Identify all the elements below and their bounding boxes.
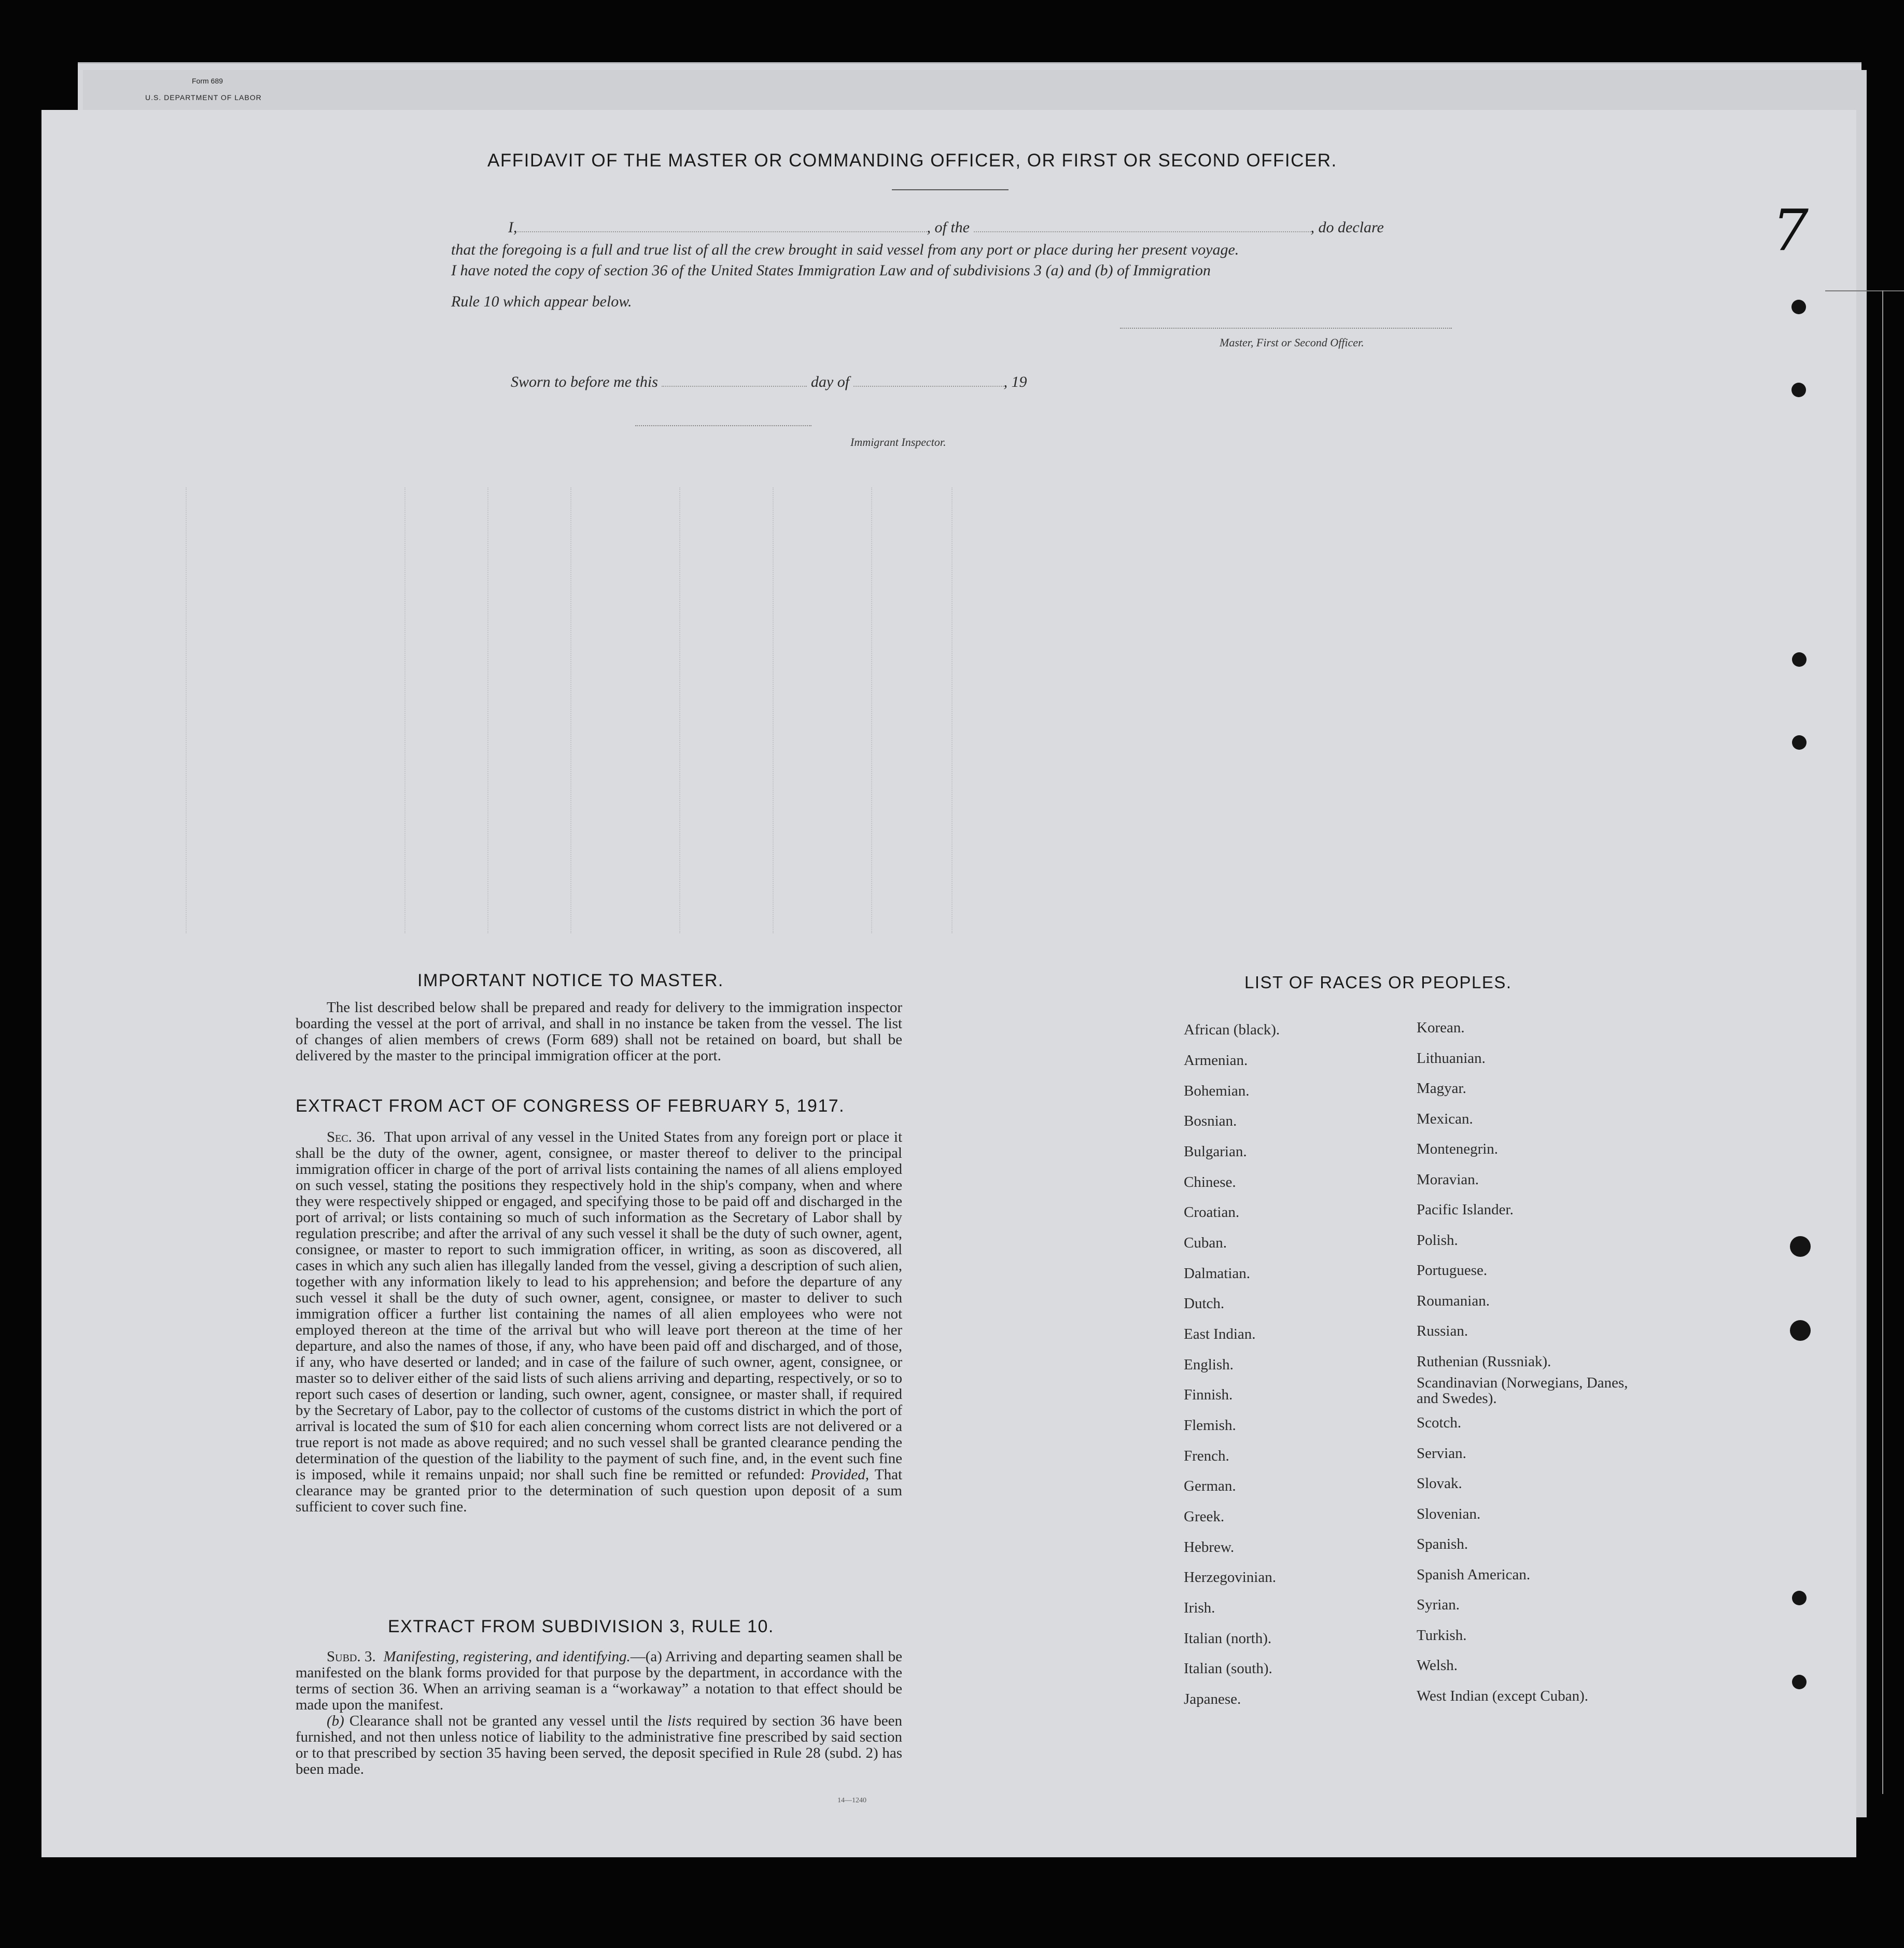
sworn-month-blank[interactable] bbox=[853, 372, 1004, 387]
race-item: Greek. bbox=[1184, 1508, 1225, 1525]
race-item: Spanish. bbox=[1417, 1536, 1468, 1552]
race-item: Polish. bbox=[1417, 1232, 1458, 1249]
race-item: Servian. bbox=[1417, 1445, 1466, 1462]
race-item: East Indian. bbox=[1184, 1326, 1256, 1342]
act-title: EXTRACT FROM ACT OF CONGRESS OF FEBRUARY 5, 1917. bbox=[296, 1096, 845, 1116]
vessel-blank[interactable] bbox=[974, 218, 1311, 232]
affidavit-title: AFFIDAVIT OF THE MASTER OR COMMANDING OFFICER, OR FIRST OR SECOND OFFICER. bbox=[487, 150, 1337, 171]
race-item: Chinese. bbox=[1184, 1174, 1236, 1190]
column-rule bbox=[186, 487, 187, 933]
race-item: French. bbox=[1184, 1448, 1229, 1464]
binder-hole bbox=[1792, 735, 1807, 750]
race-item: Russian. bbox=[1417, 1323, 1468, 1339]
inspector-signature-line[interactable] bbox=[635, 424, 811, 426]
race-item: Scotch. bbox=[1417, 1414, 1462, 1431]
race-item: Finnish. bbox=[1184, 1386, 1233, 1403]
race-item: Slovenian. bbox=[1417, 1506, 1481, 1522]
declaration-line-4: Rule 10 which appear below. bbox=[451, 293, 632, 310]
race-item: Pacific Islander. bbox=[1417, 1201, 1514, 1218]
notice-title: IMPORTANT NOTICE TO MASTER. bbox=[417, 971, 724, 990]
race-item: Croatian. bbox=[1184, 1204, 1240, 1221]
race-item: Flemish. bbox=[1184, 1417, 1236, 1434]
race-item: Bohemian. bbox=[1184, 1083, 1250, 1099]
race-item: Magyar. bbox=[1417, 1080, 1466, 1097]
column-rule bbox=[570, 487, 571, 933]
department-label: U.S. DEPARTMENT OF LABOR bbox=[145, 93, 262, 102]
column-rule bbox=[871, 487, 872, 933]
inspector-signature-label: Immigrant Inspector. bbox=[850, 436, 946, 449]
rule-text: Subd. 3. Manifesting, registering, and identifying.—(a) Arriving and departing seamen shall be manifested on the blank forms provided for that purpose by the department, in accordance with the terms of section 36. When an arriving seaman is a “workaway” a notation to that effect should be made upon the manifest. (b) Clearance shall not be granted any vessel until the lists required by section 36 have been furnished, and not then unless notice of liability to the administrative fine prescribed by said section or to that prescribed by section 35 having been served, the deposit specified in Rule 28 (subd. 2) has been made. bbox=[296, 1648, 903, 1777]
declaration-line-3: I have noted the copy of section 36 of the United States Immigration Law and of subdivisions 3 (a) and (b) of Immigration bbox=[451, 262, 1211, 279]
race-item: Montenegrin. bbox=[1417, 1141, 1499, 1157]
master-signature-line[interactable] bbox=[1120, 327, 1452, 329]
race-item: Mexican. bbox=[1417, 1111, 1473, 1127]
race-item: Syrian. bbox=[1417, 1596, 1460, 1613]
print-code: 14—1240 bbox=[837, 1797, 866, 1804]
column-rule bbox=[951, 487, 953, 933]
race-item: Spanish American. bbox=[1417, 1566, 1531, 1583]
race-item: Lithuanian. bbox=[1417, 1050, 1486, 1067]
handwritten-mark: 7 bbox=[1772, 197, 1809, 263]
declaration-line-1: I, , of the , do declare bbox=[508, 219, 1384, 236]
column-rule bbox=[679, 487, 680, 933]
race-item: English. bbox=[1184, 1356, 1234, 1373]
race-item: Armenian. bbox=[1184, 1052, 1248, 1069]
race-item: Dutch. bbox=[1184, 1295, 1225, 1312]
race-item: Italian (south). bbox=[1184, 1660, 1272, 1677]
master-signature-label: Master, First or Second Officer. bbox=[1220, 336, 1364, 349]
races-title: LIST OF RACES OR PEOPLES. bbox=[1244, 973, 1512, 992]
form-number: Form 689 bbox=[192, 77, 223, 85]
binder-hole bbox=[1790, 1236, 1811, 1257]
race-item: Welsh. bbox=[1417, 1657, 1458, 1674]
race-item: Bosnian. bbox=[1184, 1113, 1237, 1129]
race-item: Roumanian. bbox=[1417, 1293, 1490, 1309]
page-edge-line bbox=[1825, 290, 1904, 291]
race-item: Bulgarian. bbox=[1184, 1143, 1247, 1160]
notice-text: The list described below shall be prepared and ready for delivery to the immigration inspector boarding the vessel at the port of arrival, and shall in no instance be taken from the vessel. The list of changes of alien members of crews (Form 689) shall not be retained on board, but shall be delivered by the master to the principal immigration officer at the port. bbox=[296, 999, 902, 1064]
column-rule bbox=[773, 487, 774, 933]
column-rule bbox=[404, 487, 405, 933]
name-blank[interactable] bbox=[517, 218, 927, 232]
race-item: Irish. bbox=[1184, 1600, 1215, 1616]
race-item: Hebrew. bbox=[1184, 1539, 1235, 1555]
binder-hole bbox=[1792, 652, 1807, 667]
race-item: Herzegovinian. bbox=[1184, 1569, 1276, 1586]
race-item: Japanese. bbox=[1184, 1691, 1241, 1707]
rule-title: EXTRACT FROM SUBDIVISION 3, RULE 10. bbox=[388, 1617, 774, 1636]
act-text: Sec. 36. That upon arrival of any vessel in the United States from any foreign port or place it shall be the duty of the owner, agent, consignee, or master thereof to deliver to the principal immigration officer in charge of the port of arrival lists containing the names of all aliens employed on such vessel, stating the positions they respectively hold in the ship's company, when and where they were respectively shipped or engaged, and specifying those to be paid off and discharged in the port of arrival; or lists containing so much of such information as the Secretary of Labor shall by regulation prescribe; and after the arrival of any such vessel it shall be the duty of such owner, agent, consignee, or master to report to such immigration officer, in writing, as soon as discovered, all cases in which any such alien has illegally landed from the vessel, giving a description of such alien, together with any information likely to lead to his apprehension; and before the departure of any such vessel it shall be the duty of such owner, agent, consignee, or master to deliver to such immigration officer a further list containing the names of all alien employees who were not employed thereon at the time of the arrival but who will leave port thereon at the time of her departure, and also the names of those, if any, who have been paid off and discharged, and of those, if any, who have deserted or landed; and in case of the failure of such owner, agent, consignee, or master so to deliver either of the said lists of such aliens arriving and departing, respectively, or so to report such cases of desertion or landing, such owner, agent, consignee, or master shall, if required by the Secretary of Labor, pay to the collector of customs of the customs district in which the port of arrival is located the sum of $10 for each alien concerning whom correct lists are not delivered or a true report is not made as above required; and no such vessel shall be granted clearance pending the determination of the question of the liability to the payment of such fine, and, in the event such fine is imposed, while it remains unpaid; nor shall such fine be remitted or refunded: Provided, That clearance may be granted prior to the determination of such question upon deposit of a sum sufficient to cover such fine. bbox=[296, 1129, 903, 1515]
race-item: Italian (north). bbox=[1184, 1630, 1272, 1647]
declaration-line-2: that the foregoing is a full and true list of all the crew brought in said vessel from any port or place during her present voyage. bbox=[451, 241, 1239, 258]
column-rule bbox=[487, 487, 488, 933]
race-item: Portuguese. bbox=[1417, 1262, 1488, 1279]
race-item: Korean. bbox=[1417, 1019, 1465, 1036]
race-item: Moravian. bbox=[1417, 1171, 1479, 1188]
sworn-line: Sworn to before me this day of , 19 bbox=[511, 373, 1027, 390]
race-item: Cuban. bbox=[1184, 1235, 1227, 1251]
race-item: Ruthenian (Russniak). bbox=[1417, 1353, 1551, 1370]
race-item: Slovak. bbox=[1417, 1475, 1462, 1492]
binder-hole bbox=[1792, 1591, 1807, 1605]
binder-hole bbox=[1791, 300, 1806, 314]
binder-hole bbox=[1790, 1320, 1811, 1341]
race-item: Turkish. bbox=[1417, 1627, 1467, 1644]
race-item: German. bbox=[1184, 1478, 1236, 1494]
race-item: Dalmatian. bbox=[1184, 1265, 1251, 1282]
race-item: West Indian (except Cuban). bbox=[1417, 1688, 1589, 1704]
race-item: Scandinavian (Norwegians, Danes, and Swedes). bbox=[1417, 1375, 1628, 1407]
title-underline bbox=[892, 189, 1009, 190]
page-edge-vertical bbox=[1882, 290, 1883, 1794]
sworn-day-blank[interactable] bbox=[662, 372, 807, 387]
binder-hole bbox=[1792, 1675, 1807, 1689]
binder-hole bbox=[1791, 383, 1806, 397]
race-item: African (black). bbox=[1184, 1021, 1280, 1038]
